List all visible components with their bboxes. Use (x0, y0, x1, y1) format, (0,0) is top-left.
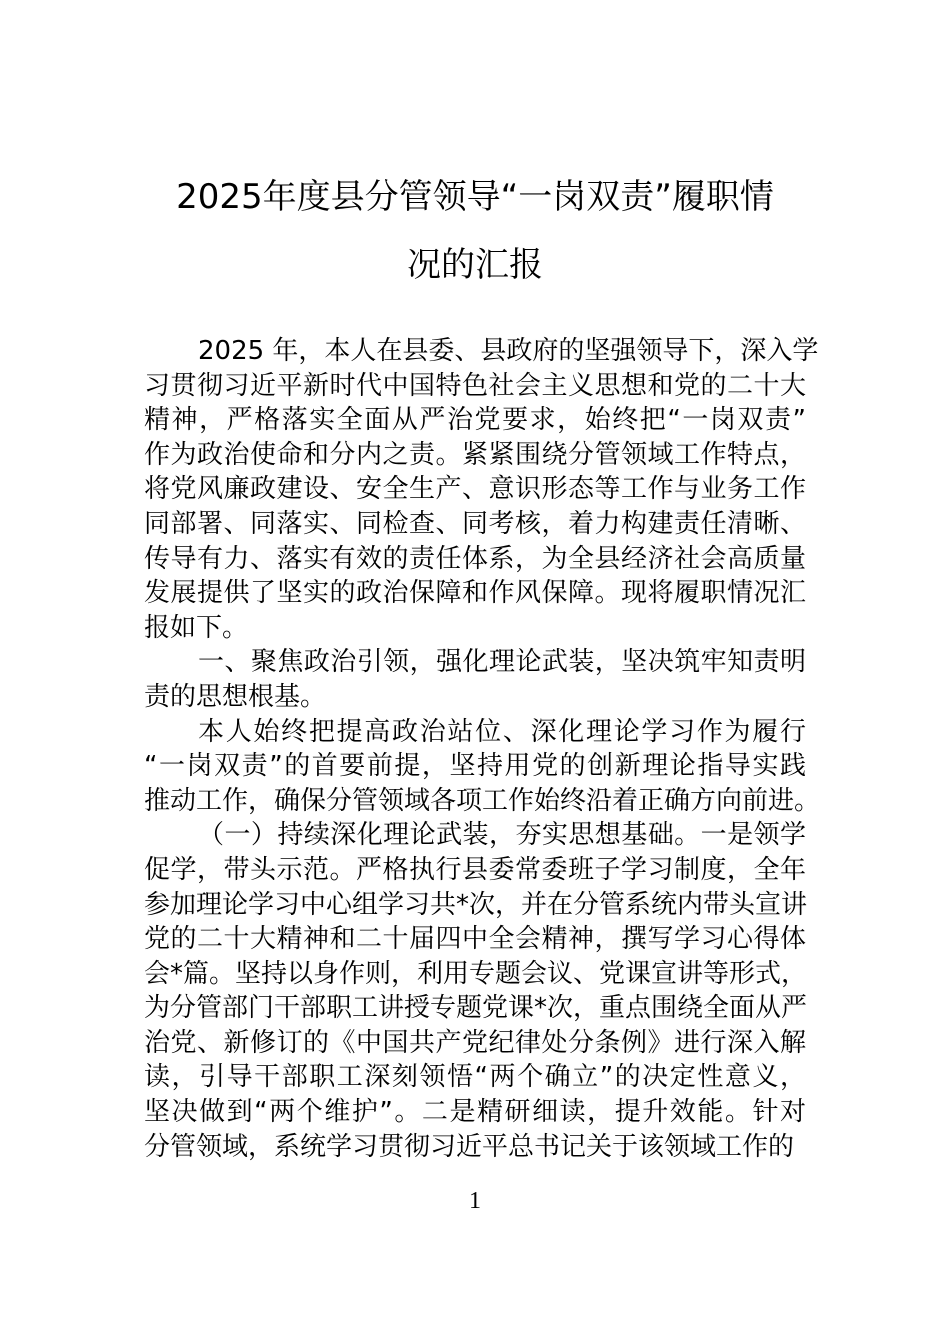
text-line: 读，引导干部职工深刻领悟“两个确立”的决定性意义， (144, 1062, 806, 1093)
text-line: 同部署、同落实、同检查、同考核，着力构建责任清晰、 (144, 508, 806, 539)
text-line: 习贯彻习近平新时代中国特色社会主义思想和党的二十大 (144, 370, 806, 401)
document-title-line-2: 况的汇报 (407, 245, 543, 285)
text-line: 报如下。 (144, 612, 249, 643)
text-line: 分管领域，系统学习贯彻习近平总书记关于该领域工作的 (144, 1131, 795, 1162)
text-line: 发展提供了坚实的政治保障和作风保障。现将履职情况汇 (144, 578, 806, 609)
text-line: 促学，带头示范。严格执行县委常委班子学习制度，全年 (144, 854, 806, 885)
text-line: 作为政治使命和分内之责。紧紧围绕分管领域工作特点， (144, 439, 806, 470)
text-line: 传导有力、落实有效的责任体系，为全县经济社会高质量 (144, 543, 806, 574)
text-line: 将党风廉政建设、安全生产、意识形态等工作与业务工作 (144, 474, 806, 505)
document-title-line-1: 2025年度县分管领导“一岗双责”履职情 (176, 177, 774, 217)
text-line: （一）持续深化理论武装，夯实思想基础。一是领学 (198, 820, 806, 851)
paragraph (144, 818, 806, 1164)
text-line: 参加理论学习中心组学习共*次，并在分管系统内带头宣讲 (144, 889, 808, 920)
paragraph (144, 715, 821, 819)
page-number: 1 (469, 1188, 481, 1214)
text-line: 责的思想根基。 (144, 681, 327, 712)
text-line: “一岗双责”的首要前提，坚持用党的创新理论指导实践 (144, 751, 806, 782)
document-body (144, 334, 821, 1164)
paragraph (144, 334, 819, 645)
section-heading (144, 645, 806, 714)
text-line: 推动工作，确保分管领域各项工作始终沿着正确方向前进。 (144, 785, 821, 816)
text-line: 本人始终把提高政治站位、深化理论学习作为履行 (198, 716, 806, 747)
text-line: 坚决做到“两个维护”。二是精研细读，提升效能。针对 (144, 1097, 806, 1128)
text-line: 为分管部门干部职工讲授专题党课*次，重点围绕全面从严 (144, 993, 808, 1024)
text-line: 精神，严格落实全面从严治党要求，始终把“一岗双责” (144, 405, 806, 436)
text-line: 会*篇。坚持以身作则，利用专题会议、党课宣讲等形式， (144, 958, 808, 989)
text-line: 治党、新修订的《中国共产党纪律处分条例》进行深入解 (144, 1027, 806, 1058)
text-line: 2025 年，本人在县委、县政府的坚强领导下，深入学 (198, 336, 819, 366)
text-line: 一、聚焦政治引领，强化理论武装，坚决筑牢知责明 (198, 647, 806, 678)
text-line: 党的二十大精神和二十届四中全会精神，撰写学习心得体 (144, 924, 806, 955)
